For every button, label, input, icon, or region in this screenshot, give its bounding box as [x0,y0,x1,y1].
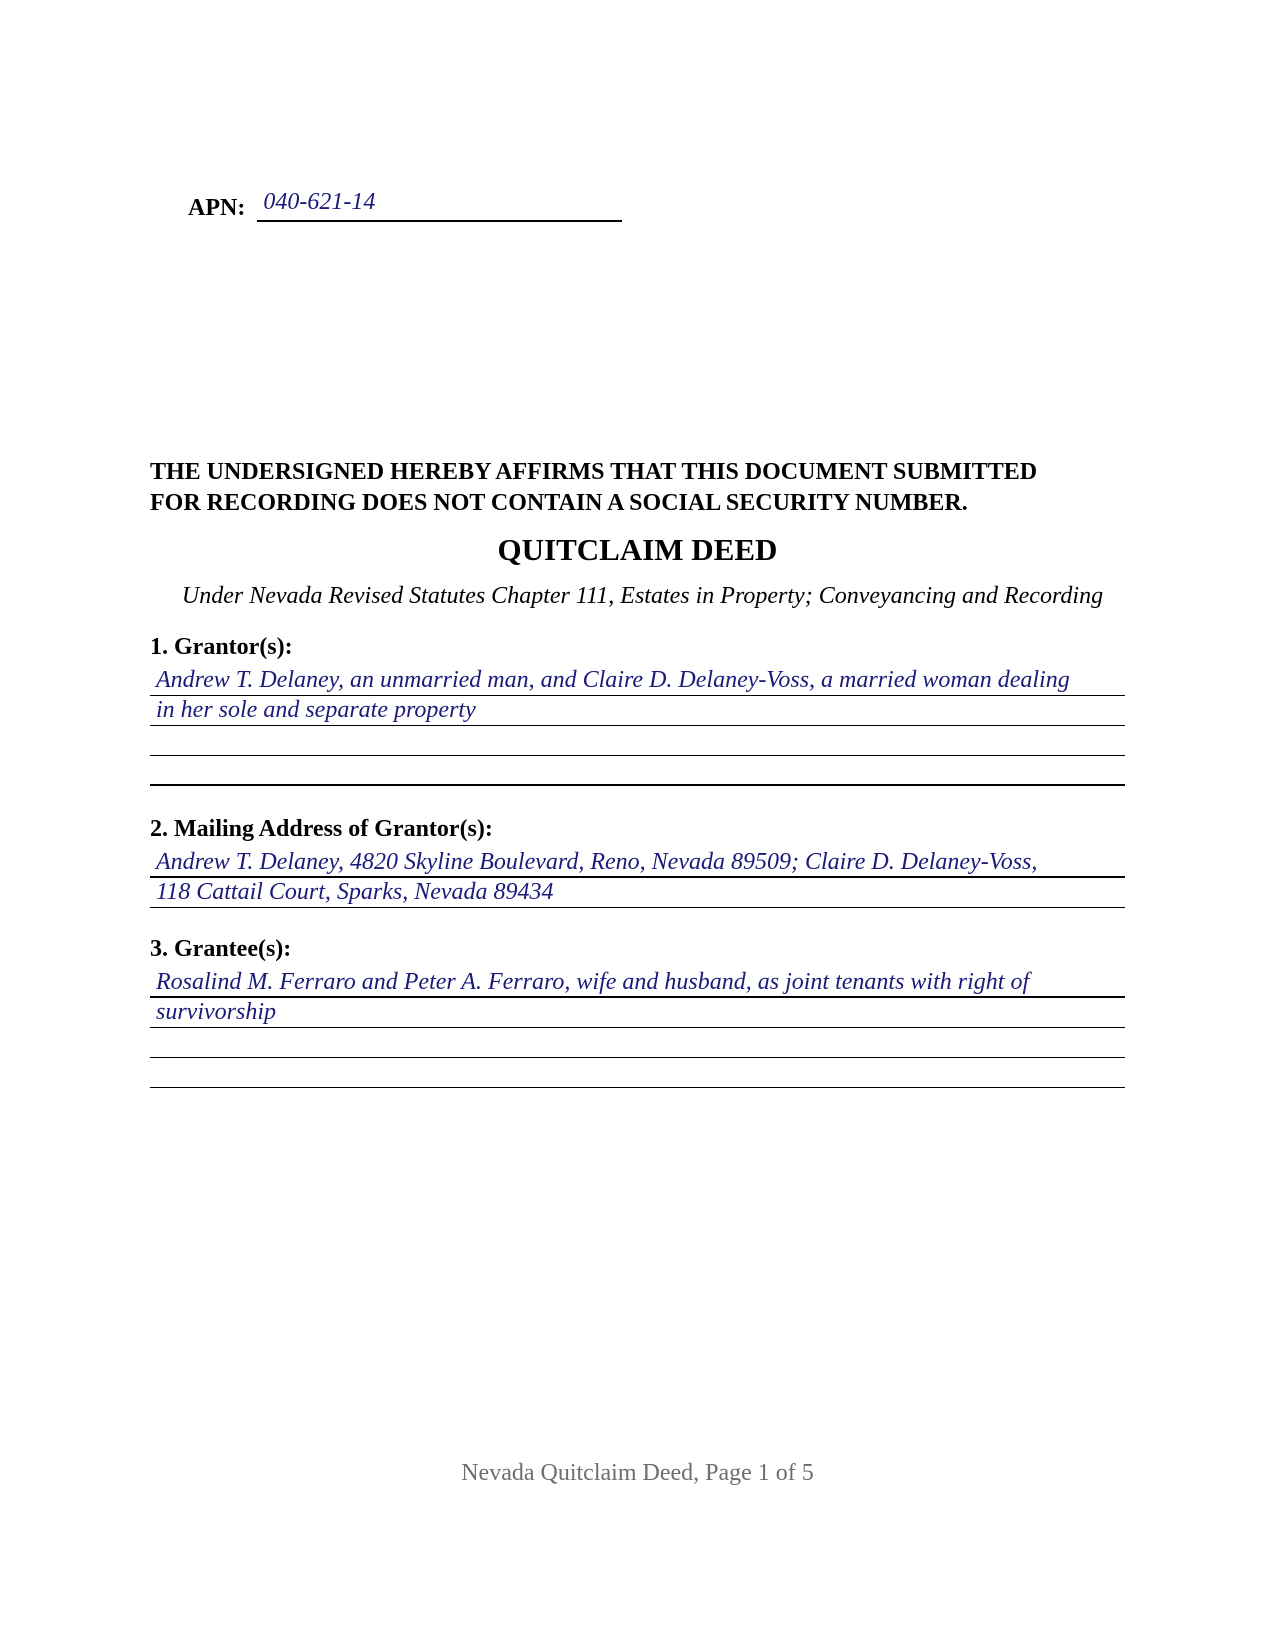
grantor-line-2[interactable]: in her sole and separate property [150,696,1125,726]
grantor-address-lines [150,848,1125,908]
apn-field[interactable]: 040-621-14 [257,188,622,222]
grantee-line-3[interactable] [150,1028,1125,1058]
ssn-affirmation [150,457,1140,519]
grantor-address-line-1[interactable]: Andrew T. Delaney, 4820 Skyline Boulevard, Reno, Nevada 89509; Claire D. Delaney-Voss, [150,848,1125,878]
grantor-address-heading: 2. Mailing Address of Grantor(s): [150,816,493,842]
affirmation-line-1: THE UNDERSIGNED HEREBY AFFIRMS THAT THIS DOCUMENT SUBMITTED [150,459,1038,485]
grantor-line-1[interactable]: Andrew T. Delaney, an unmarried man, and Claire D. Delaney-Voss, a married woman dealing [150,666,1125,696]
grantor-line-4[interactable] [150,756,1125,786]
grantor-address-section [150,814,1125,908]
grantee-heading: 3. Grantee(s): [150,936,292,962]
page-footer: Nevada Quitclaim Deed, Page 1 of 5 [461,1460,814,1486]
document-subtitle: Under Nevada Revised Statutes Chapter 111, Estates in Property; Conveyancing and Recording [181,583,1104,609]
grantor-section [150,632,1125,786]
apn-row [188,188,622,222]
grantor-line-3[interactable] [150,726,1125,756]
document-title: QUITCLAIM DEED [497,532,778,567]
grantor-heading: 1. Grantor(s): [150,634,293,660]
affirmation-line-2: FOR RECORDING DOES NOT CONTAIN A SOCIAL SECURITY NUMBER. [150,490,968,516]
grantor-lines [150,666,1125,786]
grantee-section [150,934,1125,1088]
apn-label: APN: [188,195,246,221]
grantee-line-1[interactable]: Rosalind M. Ferraro and Peter A. Ferraro, wife and husband, as joint tenants with right of [150,968,1125,998]
grantee-lines [150,968,1125,1088]
grantee-line-2[interactable]: survivorship [150,998,1125,1028]
grantor-address-line-2[interactable]: 118 Cattail Court, Sparks, Nevada 89434 [150,878,1125,908]
grantee-line-4[interactable] [150,1058,1125,1088]
